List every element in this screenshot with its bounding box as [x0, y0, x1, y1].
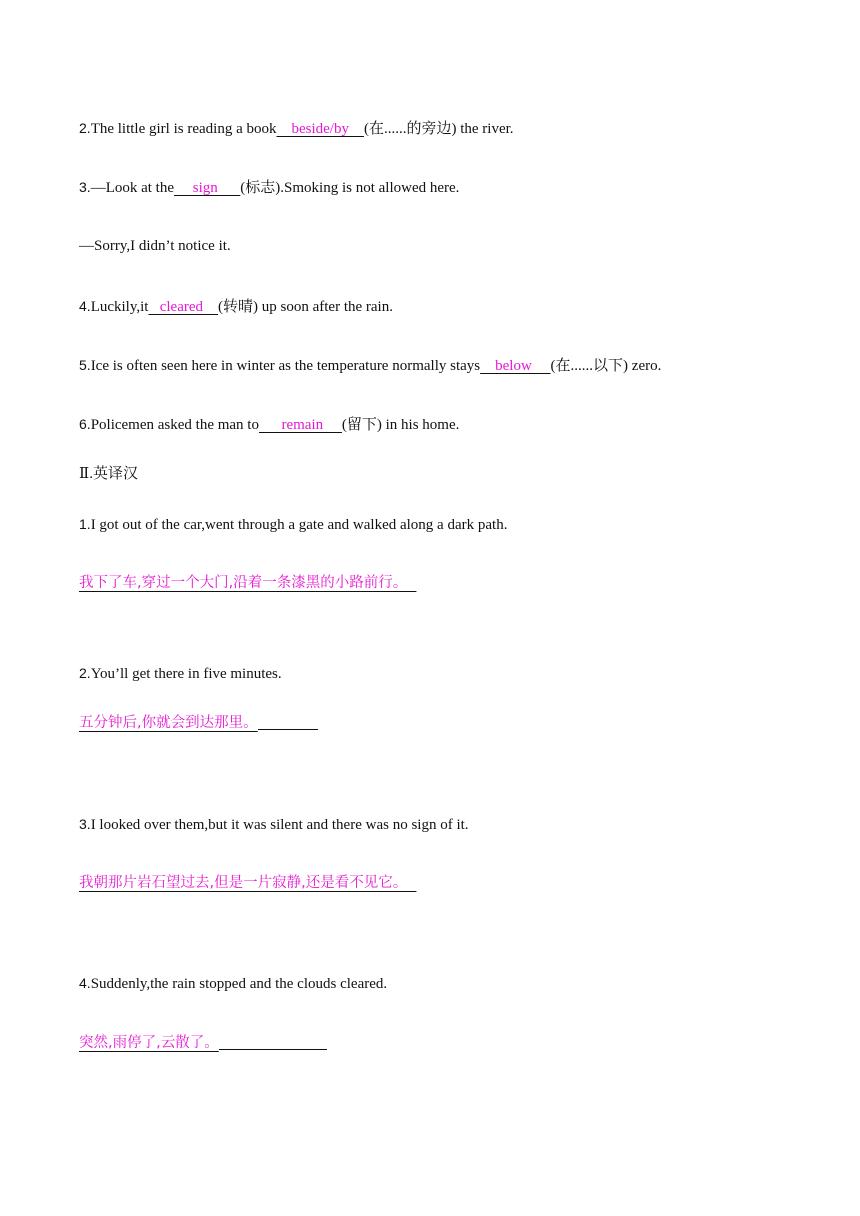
item-number: 6.: [79, 416, 91, 432]
exercise-item-3: [79, 177, 459, 198]
answer-underline: [258, 728, 318, 730]
chinese-answer: [79, 1033, 327, 1053]
item-number: 4.: [79, 975, 91, 991]
sentence-before: Luckily,it: [90, 299, 149, 315]
chinese-answer: [79, 713, 318, 733]
section-title: Ⅱ.英译汉: [79, 466, 138, 482]
answer-underline: [219, 1048, 327, 1050]
dialogue-reply: [79, 236, 231, 256]
sentence-after: (标志).Smoking is not allowed here.: [240, 180, 460, 196]
translation-text: 突然,雨停了,云散了。: [79, 1035, 219, 1051]
exercise-item-5: [79, 355, 661, 376]
sentence-after: (在......的旁边) the river.: [363, 121, 514, 137]
answer-blank: sign: [174, 180, 241, 196]
item-number: 3.: [79, 179, 91, 195]
item-number: 2.: [79, 665, 91, 681]
item-number: 5.: [79, 357, 91, 373]
english-sentence: [79, 514, 507, 535]
exercise-item-2: [79, 118, 514, 139]
sentence-after: (转晴) up soon after the rain.: [218, 299, 393, 315]
item-number: 2.: [79, 120, 91, 136]
translation-text: 我下了车,穿过一个大门,沿着一条漆黑的小路前行。: [79, 575, 417, 591]
english-sentence: [79, 814, 469, 835]
sentence-before: Ice is often seen here in winter as the temperature normally stays: [90, 358, 481, 374]
english-text: Suddenly,the rain stopped and the clouds cleared.: [90, 976, 388, 992]
english-sentence: [79, 663, 282, 684]
chinese-answer: [79, 873, 416, 893]
answer-blank: below: [480, 358, 551, 374]
sentence-before: Policemen asked the man to: [90, 417, 259, 433]
chinese-answer: [79, 573, 416, 593]
english-sentence: [79, 973, 387, 994]
sentence-before: —Look at the: [90, 180, 175, 196]
exercise-item-6: [79, 414, 459, 435]
sentence-after: (在......以下) zero.: [550, 358, 662, 374]
answer-blank: beside/by: [276, 121, 364, 137]
sentence-after: (留下) in his home.: [341, 417, 460, 433]
english-text: You’ll get there in five minutes.: [90, 666, 282, 682]
answer-blank: cleared: [148, 299, 219, 315]
reply-text: —Sorry,I didn’t notice it.: [79, 238, 231, 254]
english-text: I looked over them,but it was silent and there was no sign of it.: [90, 817, 469, 833]
section-heading: [79, 464, 138, 484]
item-number: 4.: [79, 298, 91, 314]
english-text: I got out of the car,went through a gate and walked along a dark path.: [90, 517, 508, 533]
item-number: 3.: [79, 816, 91, 832]
item-number: 1.: [79, 516, 91, 532]
translation-text: 我朝那片岩石望过去,但是一片寂静,还是看不见它。: [79, 875, 417, 891]
translation-text: 五分钟后,你就会到达那里。: [79, 715, 258, 731]
exercise-item-4: [79, 296, 393, 317]
sentence-before: The little girl is reading a book: [90, 121, 277, 137]
answer-blank: remain: [258, 417, 342, 433]
